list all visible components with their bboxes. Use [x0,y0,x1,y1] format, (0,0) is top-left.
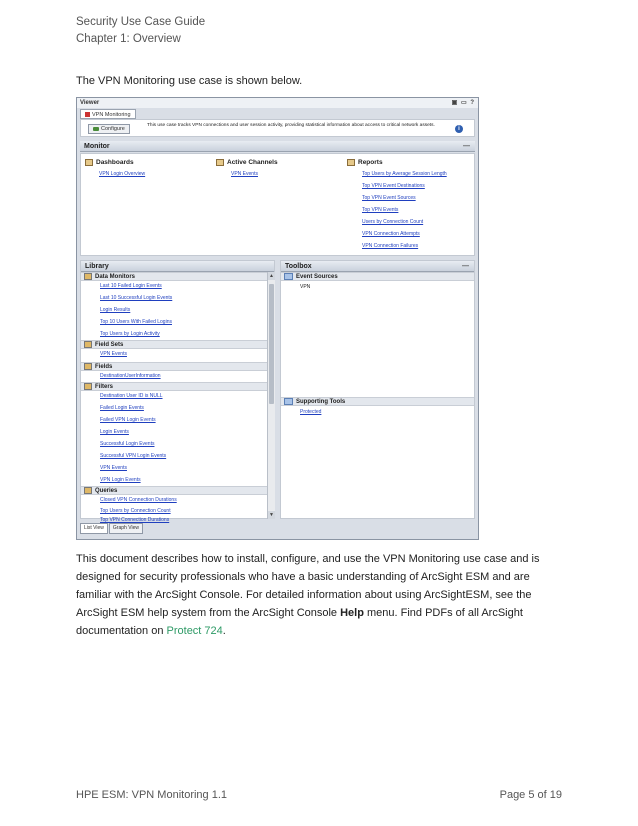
active-channels-heading: Active Channels [216,159,278,166]
library-pane-title [81,261,274,272]
dashboard-icon [85,159,93,166]
library-item[interactable]: Destination User ID is NULL [100,393,163,399]
viewer-title-bar [77,98,478,108]
filter-icon [84,383,92,390]
resource-icon [85,112,90,117]
toolbox-pane [280,260,475,519]
library-item[interactable]: Top VPN Connection Durations [100,517,170,523]
report-link[interactable]: Top VPN Event Sources [362,195,416,201]
monitor-title: Monitor [84,143,110,150]
report-link[interactable]: Top VPN Events [362,207,399,213]
library-item[interactable]: Last 10 Successful Login Events [100,295,173,301]
data-monitor-icon [84,273,92,280]
report-link[interactable]: Top VPN Event Destinations [362,183,425,189]
library-item[interactable]: Top 10 Users With Failed Logins [100,319,172,325]
library-item[interactable]: Login Results [100,307,131,313]
supporting-tools-icon [284,398,293,405]
event-source-icon [284,273,293,280]
info-icon[interactable]: i [455,125,463,133]
configure-button[interactable] [88,124,130,134]
vpn-monitoring-screenshot [76,97,479,540]
dashboard-link[interactable]: VPN Login Overview [99,171,146,177]
scroll-thumb[interactable] [269,284,274,404]
toolbox-title: Toolbox [285,263,312,270]
library-item[interactable]: Successful Login Events [100,441,155,447]
viewer-window-controls[interactable]: ▣ ▭ ? [451,100,475,106]
event-source-item[interactable]: VPN [300,284,311,290]
library-item[interactable]: Failed Login Events [100,405,144,411]
configure-bar [80,119,475,137]
running-header-title: Security Use Case Guide [76,16,206,28]
tab-vpn-monitoring[interactable] [80,109,136,119]
library-item[interactable]: VPN Events [100,465,127,471]
intro-sentence: The VPN Monitoring use case is shown below. [76,75,303,87]
footer-page-number: Page 5 of 19 [499,789,562,801]
report-icon [347,159,355,166]
report-link[interactable]: Users by Connection Count [362,219,424,225]
library-pane [80,260,275,523]
view-tabs [80,523,144,533]
report-link[interactable]: Top Users by Average Session Length [362,171,447,177]
report-link[interactable]: VPN Connection Attempts [362,231,420,237]
reports-heading: Reports [347,159,383,166]
library-scrollbar[interactable] [267,272,275,519]
library-item[interactable]: Top Users by Login Activity [100,331,160,337]
configure-label: Configure [101,126,125,132]
minimize-icon[interactable]: — [463,143,470,150]
library-item[interactable]: VPN Events [100,351,127,357]
queries-section[interactable]: Queries [81,486,267,495]
fields-section[interactable]: Fields [81,362,267,371]
body-paragraph: This document describes how to install, configure, and use the VPN Monitoring use case and is designed for security professionals who have a basic understanding of ArcSight ESM and are familiar with the ArcSight Console. For detailed information about using ArcSightESM, see the ArcSight ESM help system from the ArcSight Console Help menu. Find PDFs of all ArcSight documentation on Protect 724. [76,553,540,637]
help-menu-term: Help [340,607,364,619]
library-item[interactable]: DestinationUserInformation [100,373,161,379]
running-header-chapter: Chapter 1: Overview [76,33,181,45]
dashboards-heading: Dashboards [85,159,134,166]
tab-label: VPN Monitoring [92,112,131,118]
tab-graph-view[interactable]: Graph View [109,523,143,534]
tab-list-view[interactable]: List View [80,523,108,534]
use-case-description: This use case tracks VPN connections and user session activity, providing statistical information about access to critical network assets. [147,123,435,128]
library-item[interactable]: Successful VPN Login Events [100,453,167,459]
library-item[interactable]: Login Events [100,429,129,435]
protect724-link[interactable]: Protect 724 [166,625,223,637]
library-item[interactable]: Closed VPN Connection Durations [100,497,177,503]
supporting-tool-item[interactable]: Protected [300,409,322,415]
minimize-icon[interactable]: — [462,263,469,270]
monitor-pane-title [80,141,475,152]
library-title: Library [85,263,109,270]
filters-section[interactable]: Filters [81,382,267,391]
scroll-up-icon[interactable]: ▲ [269,273,274,279]
library-item[interactable]: Last 10 Failed Login Events [100,283,162,289]
configure-icon [93,127,99,131]
query-icon [84,487,92,494]
library-item[interactable]: Failed VPN Login Events [100,417,156,423]
footer-doc-title: HPE ESM: VPN Monitoring 1.1 [76,789,228,801]
library-item[interactable]: Top Users by Connection Count [100,508,171,514]
active-channel-icon [216,159,224,166]
library-item[interactable]: VPN Login Events [100,477,141,483]
field-sets-section[interactable]: Field Sets [81,340,267,349]
supporting-tools-section[interactable]: Supporting Tools [281,397,474,406]
event-sources-section[interactable]: Event Sources [281,272,474,281]
scroll-down-icon[interactable]: ▼ [269,512,274,518]
data-monitors-section[interactable]: Data Monitors [81,272,267,281]
field-set-icon [84,341,92,348]
field-icon [84,363,92,370]
report-link[interactable]: VPN Connection Failures [362,243,419,249]
active-channel-link[interactable]: VPN Events [231,171,258,177]
monitor-panel [80,153,475,256]
toolbox-pane-title [281,261,474,272]
viewer-title: Viewer [80,100,100,106]
